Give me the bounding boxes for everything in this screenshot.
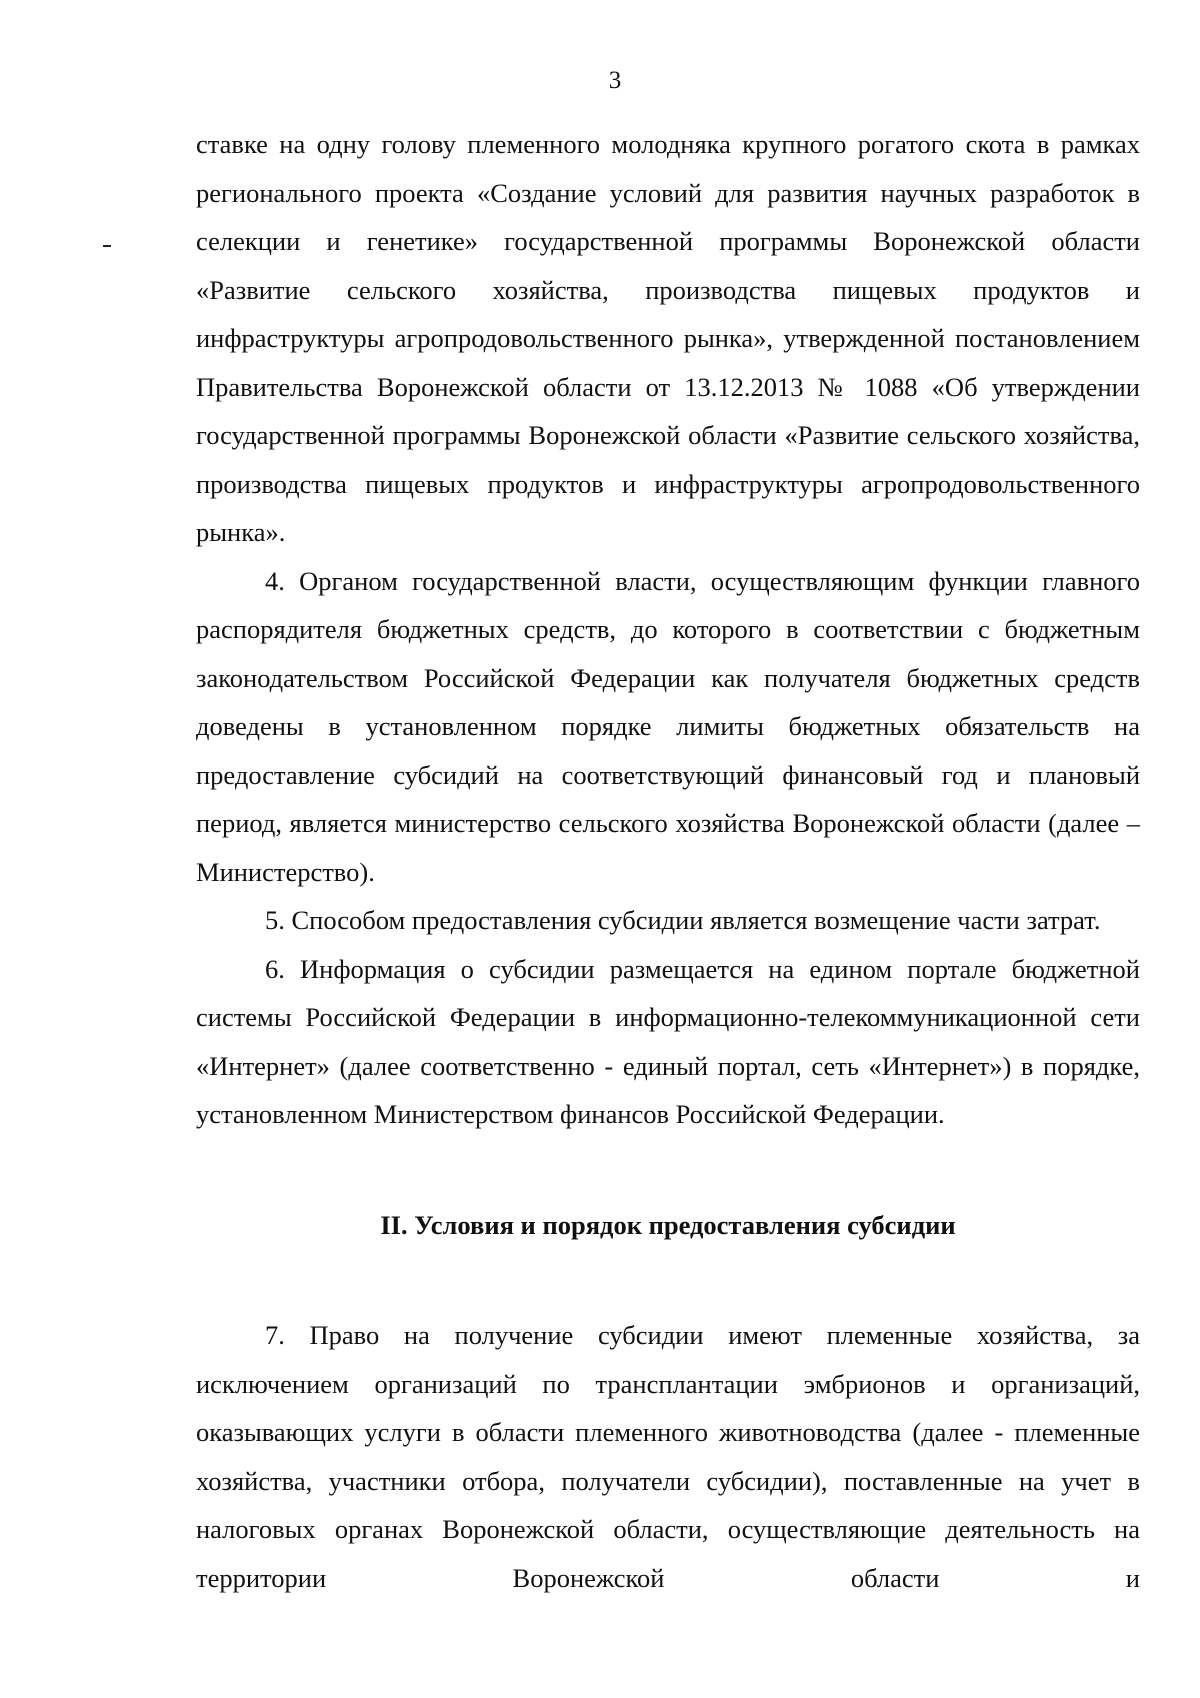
paragraph-5: 5. Способом предоставления субсидии является возмещение части затрат. <box>265 905 1101 935</box>
document-body <box>196 120 1140 1602</box>
paragraph-continuation: ставке на одну голову племенного молодняка крупного рогатого скота в рамках регионального проекта «Создание условий для развития научных разработок в селекции и генетике» государственной программы Воронежской области «Развитие сельского хозяйства, производства пищевых продуктов и инфраструктуры агропродовольственного рынка», утвержденной постановлением Правительства Воронежской области от 13.12.2013 № 1088 «Об утверждении государственной программы Воронежской области «Развитие сельского хозяйства, производства пищевых продуктов и инфраструктуры агропродовольственного рынка». <box>196 129 1140 547</box>
section-heading: II. Условия и порядок предоставления субсидии <box>380 1209 956 1240</box>
margin-mark <box>103 245 111 247</box>
paragraph-4: 4. Органом государственной власти, осуществляющим функции главного распорядителя бюджетных средств, до которого в соответствии с бюджетным законодательством Российской Федерации как получателя бюджетных средств доведены в установленном порядке лимиты бюджетных обязательств на предоставление субсидий на соответствующий финансовый год и плановый период, является министерство сельского хозяйства Воронежской области (далее – Министерство). <box>196 565 1140 887</box>
paragraph-6: 6. Информация о субсидии размещается на едином портале бюджетной системы Российской Федерации в информационно-телекоммуникационной сети «Интернет» (далее соответственно - единый портал, сеть «Интернет») в порядке, установленном Министерством финансов Российской Федерации. <box>196 953 1140 1129</box>
page-number: 3 <box>608 67 622 94</box>
paragraph-7: 7. Право на получение субсидии имеют племенные хозяйства, за исключением организаций по трансплантации эмбрионов и организаций, оказывающих услуги в области племенного животноводства (далее - племенные хозяйства, участники отбора, получатели субсидии), поставленные на учет в налоговых органах Воронежской области, осуществляющие деятельность на территории Воронежской области и <box>196 1320 1140 1593</box>
